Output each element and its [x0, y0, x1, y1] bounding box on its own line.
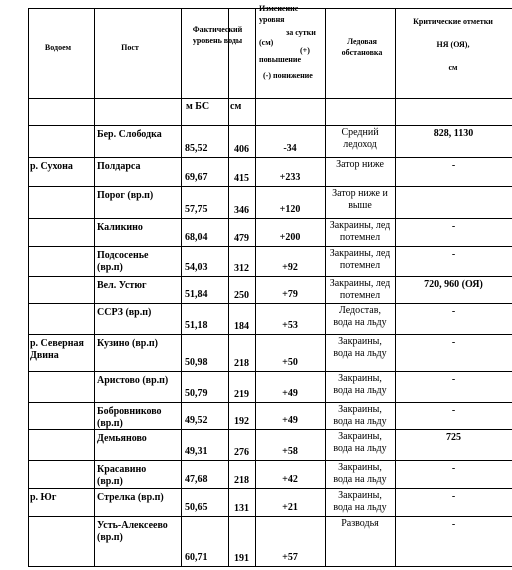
- header-water-body: Водоем: [44, 43, 72, 52]
- ice-conditions: Закраины, лед потемнел: [329, 220, 391, 243]
- level-change: +42: [282, 474, 298, 485]
- station-name: Демьяново: [97, 433, 147, 444]
- level-cm: 218: [234, 358, 249, 369]
- unit-mbs: м БС: [186, 101, 210, 112]
- station-name: Бобровниково (вр.п): [97, 406, 162, 429]
- level-mbs: 85,52: [185, 143, 208, 154]
- level-cm: 406: [234, 144, 249, 155]
- header-change-increase: повышение: [259, 55, 302, 64]
- ice-conditions: Средний ледоход: [341, 127, 379, 150]
- level-change: +53: [282, 320, 298, 331]
- ice-conditions: Закраины, вода на льду: [333, 404, 387, 427]
- header-change-per-day: за сутки: [286, 28, 316, 37]
- level-cm: 276: [234, 447, 249, 458]
- header-change-cm: (см): [259, 38, 274, 47]
- ice-conditions: Закраины, вода на льду: [333, 373, 387, 396]
- critical-marks: -: [451, 491, 456, 502]
- level-mbs: 51,84: [185, 289, 208, 300]
- level-mbs: 50,79: [185, 388, 208, 399]
- level-change: +21: [282, 502, 298, 513]
- ice-conditions: Закраины, лед потемнел: [329, 248, 391, 271]
- header-change-title: Изменение уровня: [259, 4, 299, 24]
- header-ice: Ледовая обстановка: [341, 37, 383, 57]
- critical-marks: 828, 1130: [433, 128, 474, 139]
- water-body-name: р. Сухона: [30, 161, 73, 172]
- level-cm: 218: [234, 475, 249, 486]
- level-change: +49: [282, 388, 298, 399]
- level-mbs: 68,04: [185, 232, 208, 243]
- level-change: +79: [282, 289, 298, 300]
- level-cm: 346: [234, 205, 249, 216]
- level-cm: 250: [234, 290, 249, 301]
- critical-marks: 725: [446, 432, 461, 443]
- level-change: -34: [283, 143, 297, 154]
- level-mbs: 51,18: [185, 320, 208, 331]
- level-cm: 191: [234, 553, 249, 564]
- level-change: +58: [282, 446, 298, 457]
- station-name: Каликино: [97, 222, 143, 233]
- ice-conditions: Закраины, вода на льду: [333, 431, 387, 454]
- station-name: Аристово (вр.п): [97, 375, 169, 386]
- station-name: Красавино (вр.п): [97, 464, 147, 487]
- level-mbs: 50,65: [185, 502, 208, 513]
- level-cm: 312: [234, 263, 249, 274]
- ice-conditions: Ледостав, вода на льду: [333, 305, 387, 328]
- level-mbs: 49,31: [185, 446, 208, 457]
- station-name: Подсосенье (вр.п): [97, 250, 149, 273]
- level-change: +49: [282, 415, 298, 426]
- critical-marks: 720, 960 (ОЯ): [424, 279, 483, 290]
- critical-marks: -: [451, 374, 456, 385]
- station-name: Вел. Устюг: [97, 280, 147, 291]
- level-cm: 192: [234, 416, 249, 427]
- ice-conditions: Закраины, вода на льду: [333, 336, 387, 359]
- station-name: Бер. Слободка: [97, 129, 162, 140]
- level-cm: 131: [234, 503, 249, 514]
- station-name: Стрелка (вр.п): [97, 492, 164, 503]
- critical-marks: -: [451, 160, 456, 171]
- level-cm: 184: [234, 321, 249, 332]
- ice-conditions: Закраины, лед потемнел: [329, 278, 391, 301]
- station-name: Порог (вр.п): [97, 190, 154, 201]
- critical-marks: -: [451, 519, 456, 530]
- header-change-decrease: (-) понижение: [263, 71, 313, 80]
- station-name: ССРЗ (вр.п): [97, 307, 152, 318]
- level-cm: 415: [234, 173, 249, 184]
- level-change: +200: [279, 232, 301, 243]
- ice-conditions: Разводья: [341, 518, 379, 529]
- level-mbs: 50,98: [185, 357, 208, 368]
- station-name: Кузино (вр.п): [97, 338, 158, 349]
- level-mbs: 69,67: [185, 172, 208, 183]
- level-change: +50: [282, 357, 298, 368]
- ice-conditions: Закраины, вода на льду: [333, 490, 387, 513]
- critical-marks: -: [451, 405, 456, 416]
- water-body-name: р. Юг: [30, 492, 57, 503]
- critical-marks: -: [451, 463, 456, 474]
- water-body-name: р. Северная Двина: [30, 338, 84, 361]
- level-mbs: 49,52: [185, 415, 208, 426]
- header-actual-level: Фактический уровень воды: [192, 25, 243, 45]
- level-mbs: 47,68: [185, 474, 208, 485]
- level-mbs: 60,71: [185, 552, 208, 563]
- level-change: +92: [282, 262, 298, 273]
- station-name: Усть-Алексеево (вр.п): [97, 520, 168, 543]
- header-station: Пост: [121, 43, 139, 52]
- ice-conditions: Закраины, вода на льду: [333, 462, 387, 485]
- header-critical: Критические отметки: [413, 17, 493, 26]
- header-critical-cm: см: [448, 63, 458, 72]
- level-cm: 479: [234, 233, 249, 244]
- level-change: +233: [279, 172, 301, 183]
- critical-marks: -: [451, 306, 456, 317]
- station-name: Полдарса: [97, 161, 141, 172]
- level-change: +120: [279, 204, 301, 215]
- unit-cm: см: [230, 101, 242, 112]
- level-mbs: 54,03: [185, 262, 208, 273]
- level-change: +57: [282, 552, 298, 563]
- header-change-plus: (+): [300, 46, 310, 55]
- ice-conditions: Затор ниже: [336, 159, 384, 170]
- ice-conditions: Затор ниже и выше: [332, 188, 388, 211]
- critical-marks: -: [451, 221, 456, 232]
- level-mbs: 57,75: [185, 204, 208, 215]
- critical-marks: -: [451, 337, 456, 348]
- header-critical-ny: НЯ (ОЯ),: [436, 40, 470, 49]
- critical-marks: -: [451, 249, 456, 260]
- level-cm: 219: [234, 389, 249, 400]
